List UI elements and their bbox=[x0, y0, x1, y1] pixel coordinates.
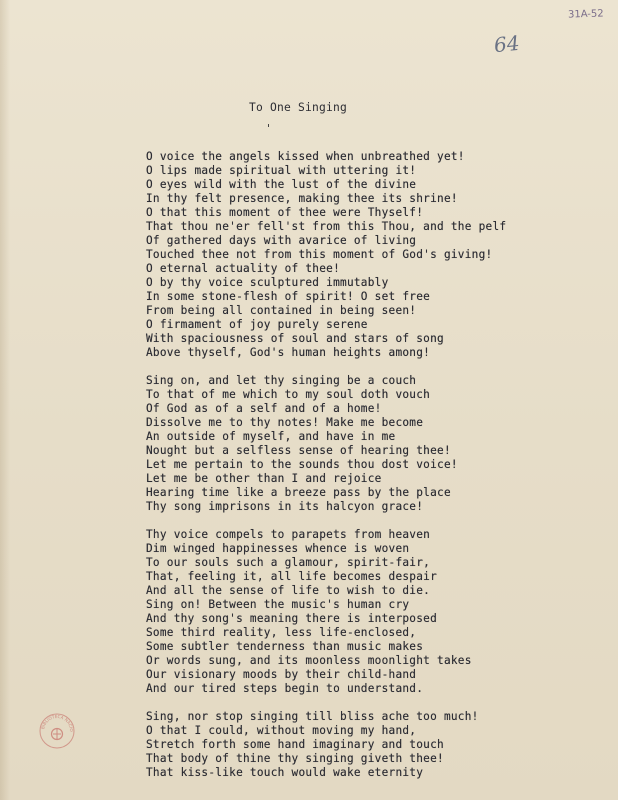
ink-mark bbox=[268, 124, 269, 127]
stanza-break bbox=[146, 514, 506, 528]
poem-line: Of God as of a self and of a home! bbox=[146, 402, 382, 415]
poem-line: Let me be other than I and rejoice bbox=[146, 472, 382, 485]
poem-line: And thy song's meaning there is interposed bbox=[146, 612, 438, 625]
poem-line: O by thy voice sculptured immutably bbox=[146, 276, 389, 289]
poem-line: That kiss-like touch would wake eternity bbox=[146, 766, 424, 779]
poem-line: O firmament of joy purely serene bbox=[146, 318, 368, 331]
poem-line: O voice the angels kissed when unbreathed yet! bbox=[146, 150, 465, 163]
poem-title: To One Singing bbox=[249, 101, 348, 114]
folio-number: 64 bbox=[492, 30, 521, 58]
poem-line: Sing, nor stop singing till bliss ache too much! bbox=[146, 710, 479, 723]
poem-line: O eternal actuality of thee! bbox=[146, 262, 341, 275]
poem-line: Let me pertain to the sounds thou dost voice! bbox=[146, 458, 458, 471]
poem-line: Above thyself, God's human heights among! bbox=[146, 346, 431, 359]
poem-line: Nought but a selfless sense of hearing thee! bbox=[146, 444, 451, 457]
poem-line: Thy song imprisons in its halcyon grace! bbox=[146, 500, 424, 513]
poem-body bbox=[146, 150, 506, 780]
stanza-break bbox=[146, 360, 506, 374]
poem-line: Some third reality, less life-enclosed, bbox=[146, 626, 417, 639]
archive-reference: 31A-52 bbox=[568, 8, 605, 21]
poem-line: And our tired steps begin to understand. bbox=[146, 682, 424, 695]
poem-line: Of gathered days with avarice of living bbox=[146, 234, 417, 247]
poem-line: Touched thee not from this moment of God's giving! bbox=[146, 248, 493, 261]
poem-line: That thou ne'er fell'st from this Thou, and the pelf bbox=[146, 220, 507, 233]
poem-line: Our visionary moods by their child-hand bbox=[146, 668, 417, 681]
poem-line: In some stone-flesh of spirit! O set free bbox=[146, 290, 431, 303]
poem-line: O that this moment of thee were Thyself! bbox=[146, 206, 424, 219]
poem-line: And all the sense of life to wish to die. bbox=[146, 584, 431, 597]
poem-line: To our souls such a glamour, spirit-fair, bbox=[146, 556, 431, 569]
poem-line: That body of thine thy singing giveth thee! bbox=[146, 752, 444, 765]
poem-line: O lips made spiritual with uttering it! bbox=[146, 164, 417, 177]
poem-line: Sing on! Between the music's human cry bbox=[146, 598, 410, 611]
poem-line: To that of me which to my soul doth vouch bbox=[146, 388, 431, 401]
poem-line: Dim winged happinesses whence is woven bbox=[146, 542, 410, 555]
poem-line: Sing on, and let thy singing be a couch bbox=[146, 374, 417, 387]
poem-line: Thy voice compels to parapets from heaven bbox=[146, 528, 431, 541]
poem-line: Hearing time like a breeze pass by the place bbox=[146, 486, 451, 499]
poem-line: Stretch forth some hand imaginary and touch bbox=[146, 738, 444, 751]
poem-line: Dissolve me to thy notes! Make me become bbox=[146, 416, 424, 429]
poem-line: From being all contained in being seen! bbox=[146, 304, 417, 317]
poem-line: O that I could, without moving my hand, bbox=[146, 724, 417, 737]
stanza-break bbox=[146, 696, 506, 710]
library-stamp bbox=[38, 712, 76, 750]
poem-line: That, feeling it, all life becomes despair bbox=[146, 570, 438, 583]
poem-line: With spaciousness of soul and stars of song bbox=[146, 332, 444, 345]
poem-line: Some subtler tenderness than music makes bbox=[146, 640, 424, 653]
stamp-text: BIBLIOTECA NACIO bbox=[40, 713, 75, 732]
poem-line: An outside of myself, and have in me bbox=[146, 430, 396, 443]
poem-line: Or words sung, and its moonless moonlight takes bbox=[146, 654, 472, 667]
svg-text:BIBLIOTECA NACIONAL bbox=[38, 712, 74, 733]
poem-line: In thy felt presence, making thee its shrine! bbox=[146, 192, 458, 205]
page-edge-stain bbox=[0, 0, 10, 800]
poem-line: O eyes wild with the lust of the divine bbox=[146, 178, 417, 191]
